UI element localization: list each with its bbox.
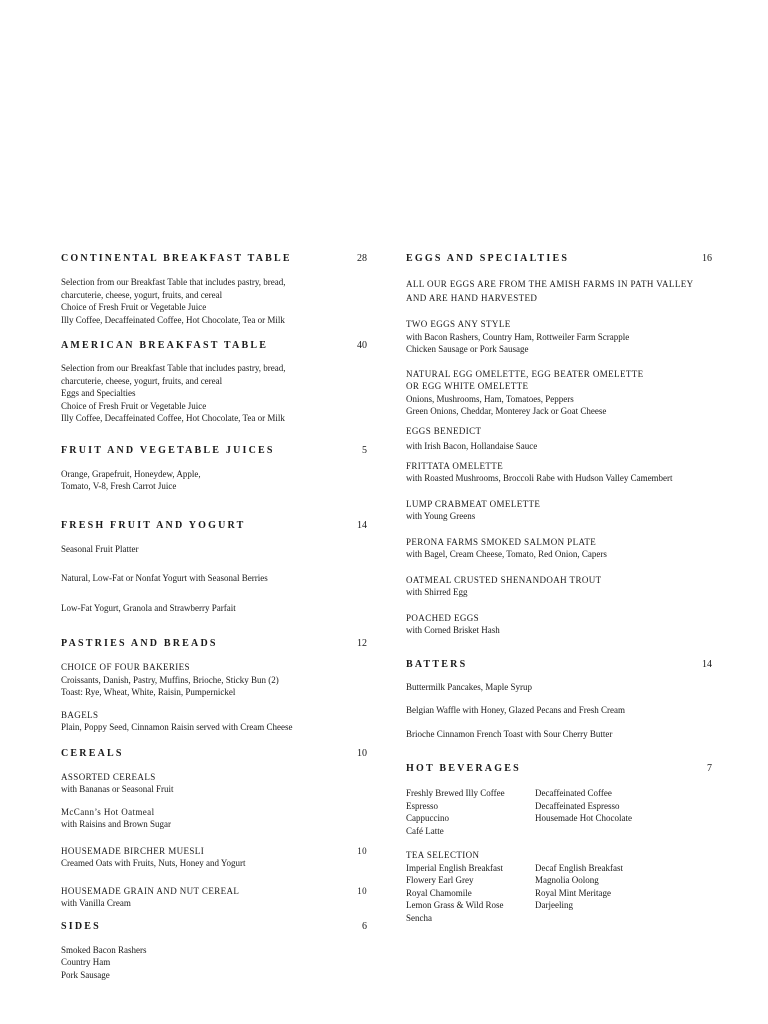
menu-line: Choice of Fresh Fruit or Vegetable Juice (61, 400, 207, 411)
section-title: CEREALS (61, 747, 124, 759)
section-title: HOT BEVERAGES (406, 763, 521, 774)
tea-title: TEA SELECTION (406, 850, 480, 860)
menu-line: charcuterie, cheese, yogurt, fruits, and cereal (61, 289, 223, 300)
beverage-item: Decaffeinated Coffee (535, 788, 612, 798)
menu-item: Low-Fat Yogurt, Granola and Strawberry Parfait (61, 602, 236, 613)
section-title: PASTRIES AND BREADS (61, 638, 218, 649)
item-description: with Bananas or Seasonal Fruit (61, 784, 174, 794)
section-heading (61, 445, 367, 456)
item-description: Onions, Mushrooms, Ham, Tomatoes, Peppers (406, 393, 574, 404)
menu-item: Seasonal Fruit Platter (61, 543, 139, 554)
tea-item: Decaf English Breakfast (535, 862, 623, 873)
tea-item: Imperial English Breakfast (406, 862, 503, 873)
item-description: with Roasted Mushrooms, Broccoli Rabe with Hudson Valley Camembert (406, 473, 673, 483)
menu-item: Buttermilk Pancakes, Maple Syrup (406, 681, 532, 692)
item-title: ASSORTED CEREALS (61, 771, 156, 782)
section-title: AMERICAN BREAKFAST TABLE (61, 340, 269, 351)
tea-item: Royal Chamomile (406, 887, 472, 898)
tea-item: Royal Mint Meritage (535, 887, 611, 898)
juices-section (61, 445, 367, 493)
menu-line: Croissants, Danish, Pastry, Muffins, Brioche, Sticky Bun (2) (61, 674, 279, 685)
item-price: 10 (357, 845, 367, 856)
section-title: FRESH FRUIT AND YOGURT (61, 519, 246, 531)
item-title: BAGELS (61, 709, 99, 720)
menu-line: charcuterie, cheese, yogurt, fruits, and cereal (61, 375, 223, 386)
item-title: CHOICE OF FOUR BAKERIES (61, 662, 190, 672)
beverage-item: Café Latte (406, 825, 444, 836)
section-heading (61, 921, 367, 932)
menu-line: Illy Coffee, Decaffeinated Coffee, Hot Chocolate, Tea or Milk (61, 413, 285, 423)
section-heading (61, 748, 367, 759)
item-description: Chicken Sausage or Pork Sausage (406, 344, 529, 354)
fruit-yogurt-section (61, 520, 367, 615)
section-title: EGGS AND SPECIALTIES (406, 253, 570, 264)
section-price: 28 (357, 253, 367, 264)
eggs-section (406, 253, 712, 637)
item-price: 10 (357, 885, 367, 896)
item-title: HOUSEMADE GRAIN AND NUT CEREAL (61, 885, 240, 896)
beverage-item: Housemade Hot Chocolate (535, 813, 632, 823)
cereals-section (61, 748, 367, 910)
beverage-item: Freshly Brewed Illy Coffee (406, 788, 505, 798)
item-title: OR EGG WHITE OMELETTE (406, 381, 529, 391)
item-description: Creamed Oats with Fruits, Nuts, Honey and Yogurt (61, 858, 246, 868)
eggs-intro: AND ARE HAND HARVESTED (406, 293, 538, 303)
item-description: with Bacon Rashers, Country Ham, Rottweiler Farm Scrapple (406, 331, 630, 342)
item-description: with Raisins and Brown Sugar (61, 819, 171, 829)
item-title: HOUSEMADE BIRCHER MUESLI (61, 845, 205, 856)
menu-line: Selection from our Breakfast Table that includes pastry, bread, (61, 363, 286, 373)
section-title: CONTINENTAL BREAKFAST TABLE (61, 253, 292, 264)
section-price: 10 (357, 747, 367, 759)
section-heading (406, 763, 712, 774)
menu-line: Eggs and Specialties (61, 388, 136, 398)
section-price: 14 (357, 519, 367, 531)
item-title: FRITTATA OMELETTE (406, 460, 504, 471)
batters-section (406, 659, 712, 741)
menu-line: Plain, Poppy Seed, Cinnamon Raisin served with Cream Cheese (61, 722, 293, 732)
item-title-row (61, 885, 367, 898)
menu-line: Selection from our Breakfast Table that includes pastry, bread, (61, 277, 286, 287)
item-description: with Corned Brisket Hash (406, 625, 500, 635)
menu-line: Country Ham (61, 957, 111, 967)
section-price: 12 (357, 638, 367, 649)
menu-line: Choice of Fresh Fruit or Vegetable Juice (61, 302, 207, 312)
menu-line: Toast: Rye, Wheat, White, Raisin, Pumpernickel (61, 687, 236, 697)
tea-item: Magnolia Oolong (535, 875, 599, 885)
item-description: with Shirred Egg (406, 587, 468, 597)
coffee-list (406, 787, 712, 837)
section-title: BATTERS (406, 658, 468, 670)
item-title: TWO EGGS ANY STYLE (406, 319, 511, 329)
beverage-item: Decaffeinated Espresso (535, 800, 620, 811)
section-price: 40 (357, 340, 367, 351)
item-title: OATMEAL CRUSTED SHENANDOAH TROUT (406, 574, 602, 585)
section-title: SIDES (61, 920, 101, 932)
menu-item: Brioche Cinnamon French Toast with Sour Cherry Butter (406, 728, 613, 739)
item-title-row (61, 845, 367, 858)
continental-section (61, 253, 367, 326)
item-title: EGGS BENEDICT (406, 425, 482, 436)
menu-line: Smoked Bacon Rashers (61, 944, 147, 955)
section-heading (61, 520, 367, 531)
left-column (61, 253, 367, 981)
section-heading (406, 253, 712, 264)
sides-section (61, 921, 367, 982)
menu-line: Tomato, V-8, Fresh Carrot Juice (61, 481, 177, 491)
menu-line: Orange, Grapefruit, Honeydew, Apple, (61, 468, 201, 479)
item-title: NATURAL EGG OMELETTE, EGG BEATER OMELETTE (406, 368, 644, 379)
item-description: with Vanilla Cream (61, 898, 131, 908)
section-price: 14 (702, 658, 712, 670)
tea-item: Lemon Grass & Wild Rose (406, 900, 504, 910)
american-section (61, 340, 367, 425)
tea-item: Sencha (406, 912, 432, 923)
section-heading (61, 638, 367, 649)
section-heading (406, 659, 712, 670)
item-title: PERONA FARMS SMOKED SALMON PLATE (406, 536, 597, 547)
tea-list (406, 862, 712, 925)
section-price: 7 (707, 763, 712, 774)
tea-item: Flowery Earl Grey (406, 875, 474, 885)
item-title: LUMP CRABMEAT OMELETTE (406, 498, 541, 509)
item-description: with Irish Bacon, Hollandaise Sauce (406, 441, 538, 451)
pastries-section (61, 638, 367, 734)
beverage-item: Espresso (406, 800, 438, 811)
section-price: 5 (362, 444, 367, 456)
section-title: FRUIT AND VEGETABLE JUICES (61, 444, 275, 456)
beverage-item: Cappuccino (406, 813, 449, 823)
section-heading (61, 253, 367, 264)
item-description: Green Onions, Cheddar, Monterey Jack or Goat Cheese (406, 406, 607, 416)
menu-line: Pork Sausage (61, 969, 110, 980)
item-title: POACHED EGGS (406, 612, 480, 623)
beverages-section (406, 763, 712, 924)
menu-item: Natural, Low-Fat or Nonfat Yogurt with Seasonal Berries (61, 573, 268, 583)
menu-line: Illy Coffee, Decaffeinated Coffee, Hot Chocolate, Tea or Milk (61, 314, 285, 325)
tea-item: Darjeeling (535, 900, 573, 910)
item-title: McCann’s Hot Oatmeal (61, 806, 155, 817)
section-price: 16 (702, 253, 712, 264)
section-price: 6 (362, 920, 367, 932)
section-heading (61, 340, 367, 351)
eggs-intro: ALL OUR EGGS ARE FROM THE AMISH FARMS IN PATH VALLEY (406, 279, 694, 289)
menu-item: Belgian Waffle with Honey, Glazed Pecans and Fresh Cream (406, 705, 626, 715)
item-description: with Young Greens (406, 511, 476, 521)
item-description: with Bagel, Cream Cheese, Tomato, Red Onion, Capers (406, 549, 607, 559)
right-column (406, 253, 712, 924)
